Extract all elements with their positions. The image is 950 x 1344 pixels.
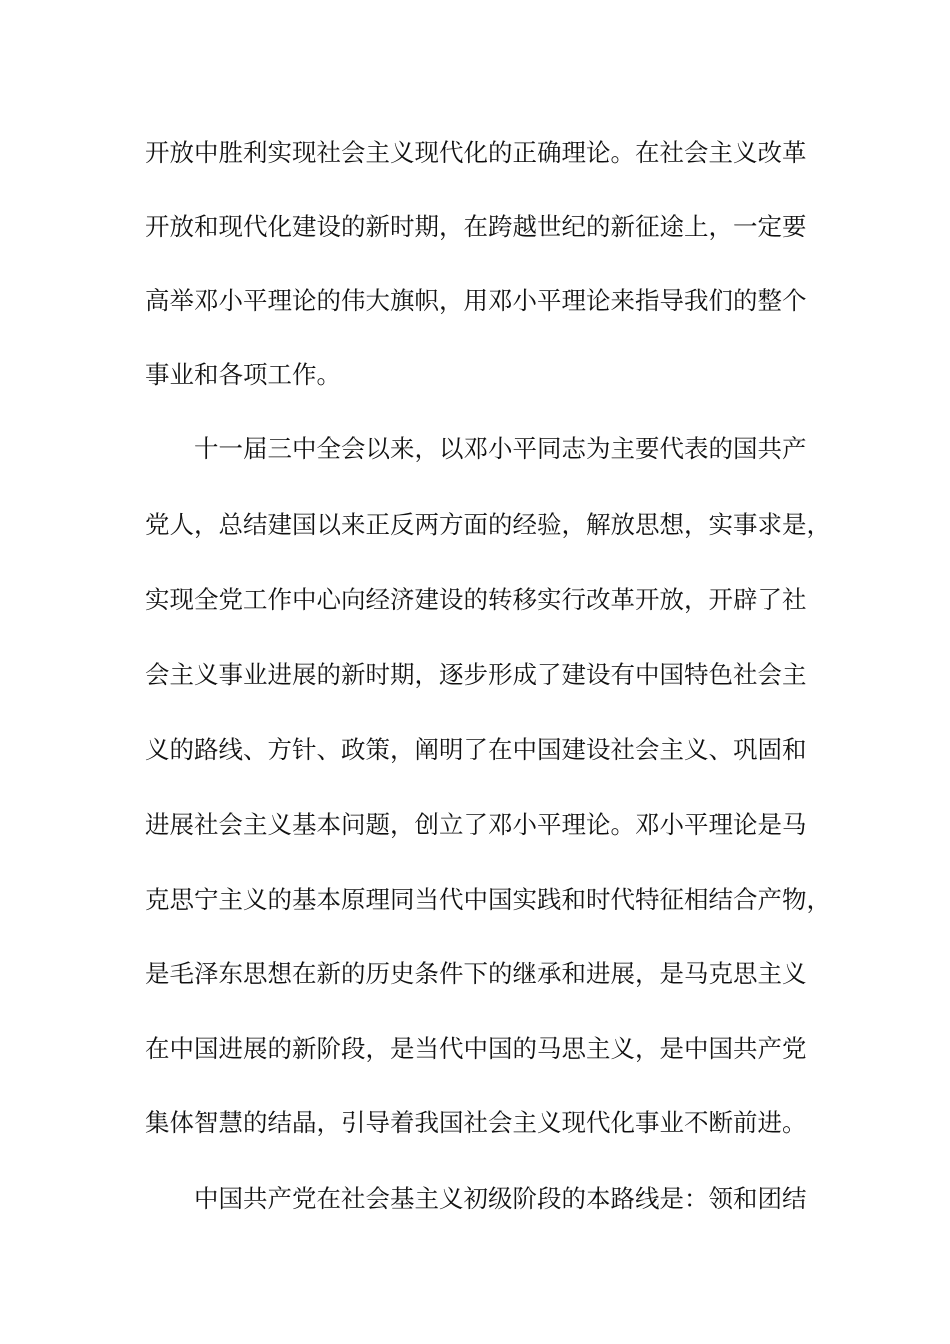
text-line: 集体智慧的结晶，引导着我国社会主义现代化事业不断前进。 — [145, 1108, 807, 1137]
text-line: 党人，总结建国以来正反两方面的经验，解放思想，实事求是， — [145, 510, 831, 539]
text-line: 克思宁主义的基本原理同当代中国实践和时代特征相结合产物， — [145, 885, 831, 914]
text-line: 义的路线、方针、政策，阐明了在中国建设社会主义、巩固和 — [145, 735, 807, 764]
text-line: 在中国进展的新阶段，是当代中国的马思主义，是中国共产党 — [145, 1034, 807, 1063]
text-line: 开放中胜利实现社会主义现代化的正确理论。在社会主义改革 — [145, 138, 807, 167]
paragraph-first-line: 中国共产党在社会基主义初级阶段的本路线是：领和团结 — [194, 1184, 807, 1213]
text-line: 会主义事业进展的新时期，逐步形成了建设有中国特色社会主 — [145, 660, 807, 689]
text-line: 开放和现代化建设的新时期，在跨越世纪的新征途上，一定要 — [145, 212, 807, 241]
text-line: 高举邓小平理论的伟大旗帜，用邓小平理论来指导我们的整个 — [145, 286, 807, 315]
text-line: 是毛泽东思想在新的历史条件下的继承和进展，是马克思主义 — [145, 959, 807, 988]
paragraph-first-line: 十一届三中全会以来，以邓小平同志为主要代表的国共产 — [194, 434, 807, 463]
text-line: 事业和各项工作。 — [145, 360, 341, 389]
text-line: 实现全党工作中心向经济建设的转移实行改革开放，开辟了社 — [145, 585, 807, 614]
text-line: 进展社会主义基本问题，创立了邓小平理论。邓小平理论是马 — [145, 810, 807, 839]
